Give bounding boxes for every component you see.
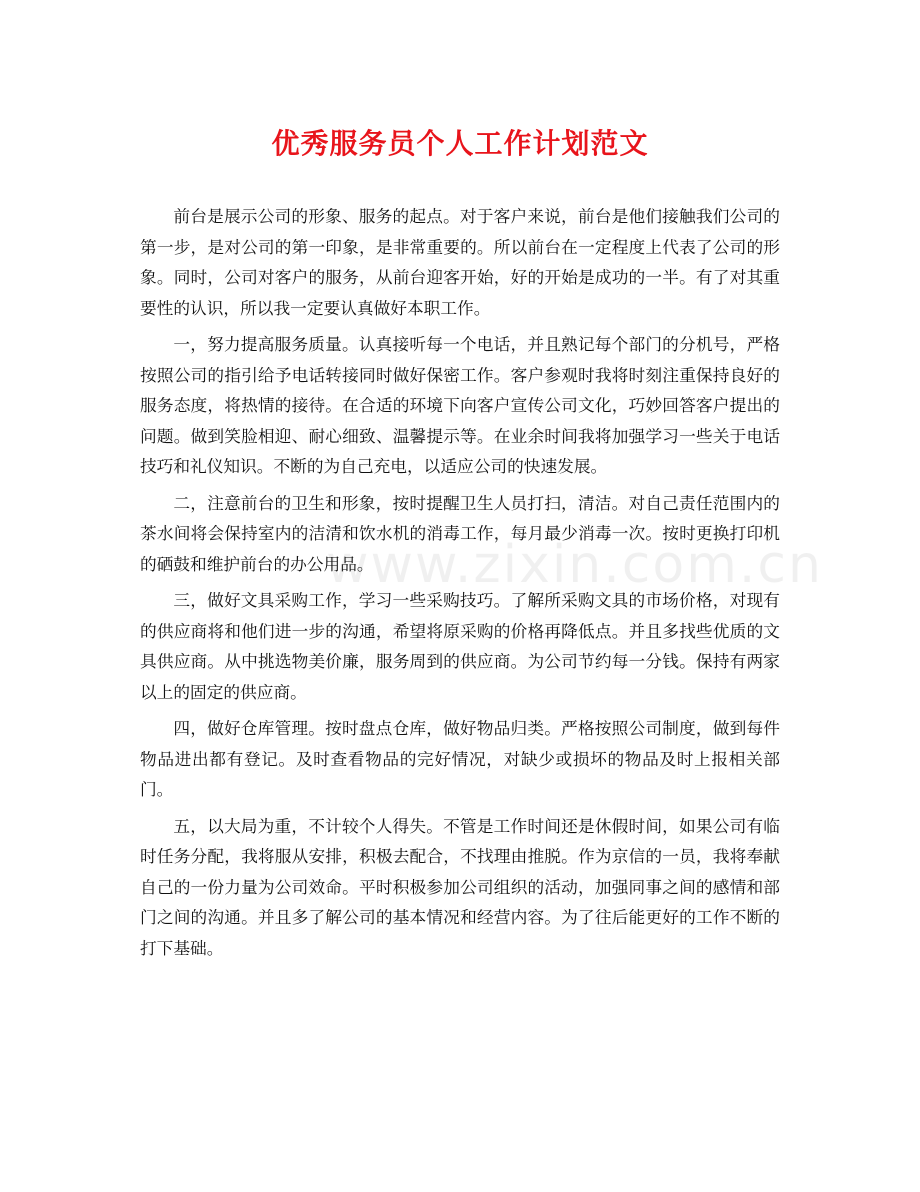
paragraph-item-4: 四，做好仓库管理。按时盘点仓库，做好物品归类。严格按照公司制度，做到每件物品进出都有登记。及时查看物品的完好情况，对缺少或损坏的物品及时上报相关部门。 (140, 718, 780, 799)
paragraph-item-1: 一，努力提高服务质量。认真接听每一个电话，并且熟记每个部门的分机号，严格按照公司的指引给予电话转接同时做好保密工作。客户参观时我将时刻注重保持良好的服务态度，将热情的接待。在合适的环境下向客户宣传公司文化，巧妙回答客户提出的问题。做到笑脸相迎、耐心细致、温馨提示等。在业余时间我将加强学习一些关于电话技巧和礼仪知识。不断的为自己充电，以适应公司的快速发展。 (140, 334, 780, 476)
paragraph-item-2: 二，注意前台的卫生和形象，按时提醒卫生人员打扫，清洁。对自己责任范围内的茶水间将会保持室内的洁清和饮水机的消毒工作，每月最少消毒一次。按时更换打印机的硒鼓和维护前台的办公用品。 (140, 492, 780, 574)
watermark: www.zixin.com.cn (326, 535, 823, 595)
document-body (140, 201, 780, 969)
paragraph-intro: 前台是展示公司的形象、服务的起点。对于客户来说，前台是他们接触我们公司的第一步，是对公司的第一印象，是非常重要的。所以前台在一定程度上代表了公司的形象。同时，公司对客户的服务，从前台迎客开始，好的开始是成功的一半。有了对其重要性的认识，所以我一定要认真做好本职工作。 (140, 206, 780, 318)
paragraph-item-5: 五，以大局为重，不计较个人得失。不管是工作时间还是休假时间，如果公司有临时任务分配，我将服从安排，积极去配合，不找理由推脱。作为京信的一员，我将奉献自己的一份力量为公司效命。平时积极参加公司组织的活动，加强同事之间的感情和部门之间的沟通。并且多了解公司的基本情况和经营内容。为了往后能更好的工作不断的打下基础。 (140, 815, 780, 958)
document-title: 优秀服务员个人工作计划范文 (271, 127, 649, 160)
paragraph-item-3: 三，做好文具采购工作，学习一些采购技巧。了解所采购文具的市场价格，对现有的供应商将和他们进一步的沟通，希望将原采购的价格再降低点。并且多找些优质的文具供应商。从中挑选物美价廉，服务周到的供应商。为公司节约每一分钱。保持有两家以上的固定的供应商。 (140, 590, 780, 702)
